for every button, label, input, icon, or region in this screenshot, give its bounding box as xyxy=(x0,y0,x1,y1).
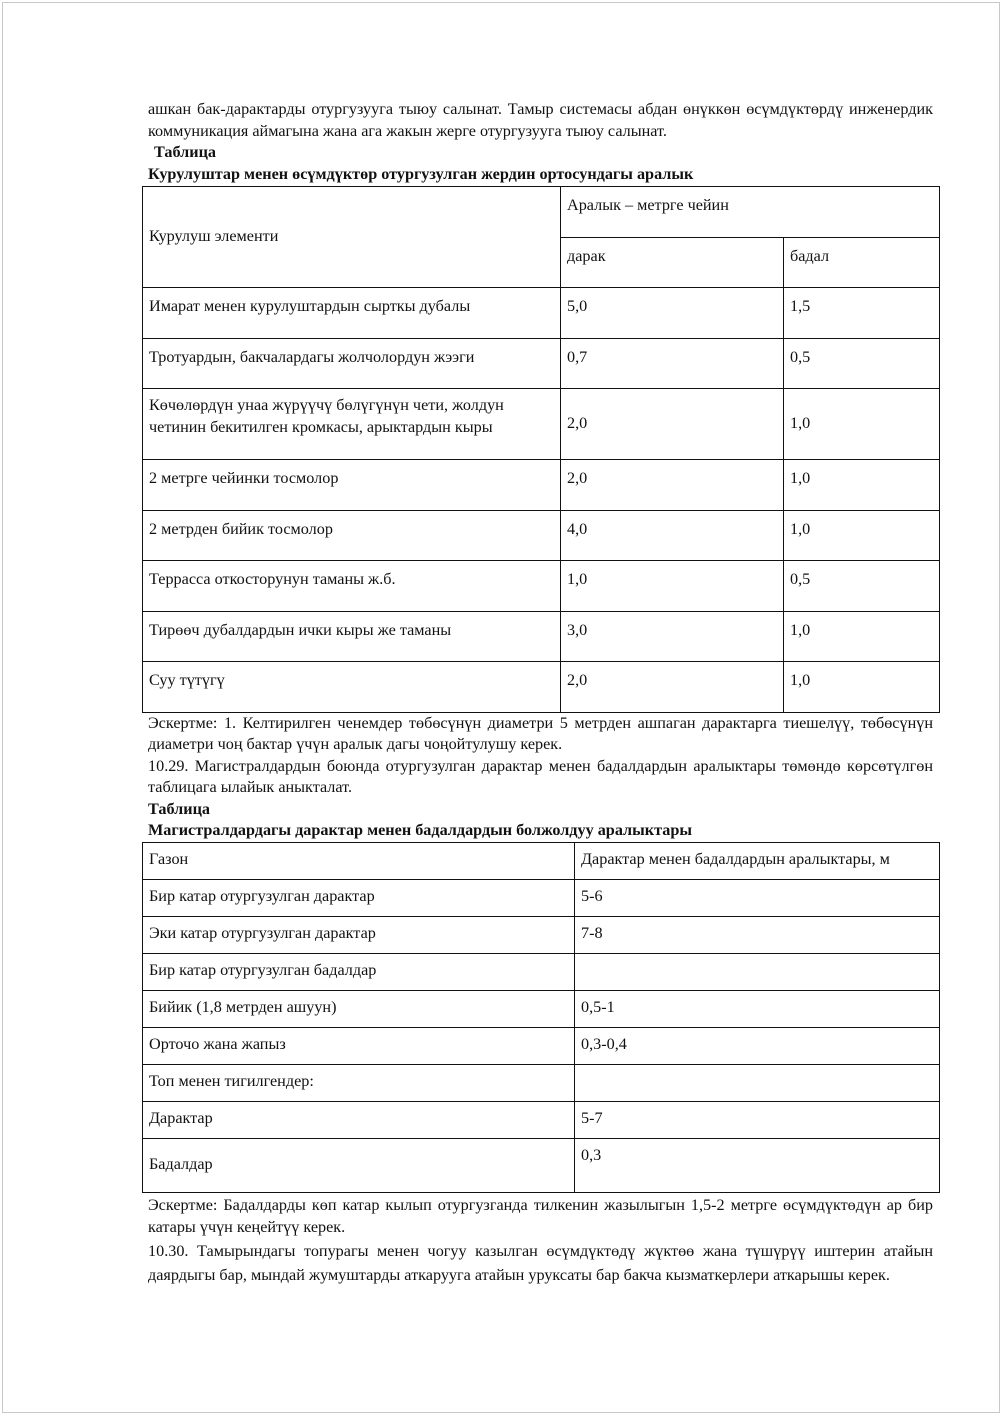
row-element: Имарат менен курулуштардын сырткы дубалы xyxy=(143,288,561,339)
paragraph-10-30: 10.30. Тамырындагы топурагы менен чогуу казылган өсүмдүктөдү жүктөө жана түшүрүү иштерин атайын даярдыгы бар, мындай жумуштарды аткарууга атайын уруксаты бар бакча кызматкерлери аткарышы керек. xyxy=(148,1241,933,1284)
row-tree: 0,7 xyxy=(561,338,784,389)
header-shrub: бадал xyxy=(784,237,940,288)
table-row xyxy=(143,916,940,953)
table2-title: Магистралдардагы дарактар менен бадалдардын болжолдуу аралыктары xyxy=(148,821,692,839)
row-element: 2 метрден бийик тосмолор xyxy=(143,510,561,561)
row-lawn: Бир катар отургузулган бадалдар xyxy=(143,953,575,990)
table2-label: Таблица xyxy=(148,799,211,818)
row-tree: 5,0 xyxy=(561,288,784,339)
table-row xyxy=(143,662,940,713)
document-content xyxy=(148,99,933,1288)
document-page xyxy=(2,2,1000,1413)
table-row xyxy=(143,1064,940,1101)
header-building-element: Курулуш элементи xyxy=(143,187,561,288)
row-shrub: 1,0 xyxy=(784,510,940,561)
row-shrub: 1,0 xyxy=(784,611,940,662)
table-row xyxy=(143,1101,940,1138)
row-shrub: 1,5 xyxy=(784,288,940,339)
row-lawn: Топ менен тигилгендер: xyxy=(143,1064,575,1101)
paragraph-10-29: 10.29. Магистралдардын боюнда отургузулган дарактар менен бадалдардын аралыктары төмөндө көрсөтүлгөн таблицага ылайык аныкталат. xyxy=(148,756,933,796)
row-distance: 7-8 xyxy=(575,916,940,953)
row-distance: 5-6 xyxy=(575,879,940,916)
table-building-distances xyxy=(142,186,940,713)
table-row xyxy=(143,953,940,990)
row-lawn: Орточо жана жапыз xyxy=(143,1027,575,1064)
table-row xyxy=(143,879,940,916)
table-row xyxy=(143,510,940,561)
table2-note: Эскертме: Бадалдарды көп катар кылып отургузганда тилкенин жазылыгын 1,5-2 метрге өсүмдүктөдүн ар бир катары үчүн кеңейтүү керек. xyxy=(148,1195,933,1236)
row-shrub: 0,5 xyxy=(784,561,940,612)
row-lawn: Дарактар xyxy=(143,1101,575,1138)
row-distance: 0,3 xyxy=(575,1138,940,1192)
row-element: Тирөөч дубалдардын ички кыры же таманы xyxy=(143,611,561,662)
row-tree: 2,0 xyxy=(561,389,784,460)
row-element: Суу түтүгү xyxy=(143,662,561,713)
row-distance xyxy=(575,1064,940,1101)
row-element: 2 метрге чейинки тосмолор xyxy=(143,460,561,511)
row-distance xyxy=(575,953,940,990)
table1-label: Таблица xyxy=(154,143,217,161)
row-shrub: 1,0 xyxy=(784,389,940,460)
header-spacing: Дарактар менен бадалдардын аралыктары, м xyxy=(575,842,940,879)
row-lawn: Эки катар отургузулган дарактар xyxy=(143,916,575,953)
table-row xyxy=(143,1027,940,1064)
row-distance: 0,5-1 xyxy=(575,990,940,1027)
table-row xyxy=(143,611,940,662)
header-distance: Аралык – метрге чейин xyxy=(561,187,940,238)
row-tree: 2,0 xyxy=(561,662,784,713)
row-shrub: 1,0 xyxy=(784,662,940,713)
table1-note: Эскертме: 1. Келтирилген ченемдер төбөсүнүн диаметри 5 метрден ашпаган дарактарга тиешелүү, төбөсүнүн диаметри чоң бактар үчүн аралык дагы чоңойтулушу керек. xyxy=(148,713,933,753)
table-row xyxy=(143,990,940,1027)
row-tree: 2,0 xyxy=(561,460,784,511)
row-lawn: Бир катар отургузулган дарактар xyxy=(143,879,575,916)
table-highway-spacing xyxy=(142,842,940,1193)
row-element: Көчөлөрдүн унаа жүрүүчү бөлүгүнүн чети, жолдун четинин бекитилген кромкасы, арыктардын кыры xyxy=(143,389,561,460)
row-distance: 0,3-0,4 xyxy=(575,1027,940,1064)
intro-paragraph: ашкан бак-дарактарды отургузууга тыюу салынат. Тамыр системасы абдан өнүккөн өсүмдүктөрдү инженердик коммуникация аймагына жана ага жакын жерге отургузууга тыюу салынат. xyxy=(148,100,933,140)
table-row xyxy=(143,1138,940,1192)
row-shrub: 0,5 xyxy=(784,338,940,389)
table-row xyxy=(143,288,940,339)
table-row xyxy=(143,561,940,612)
table-row xyxy=(143,389,940,460)
row-element: Терраcса откосторунун таманы ж.б. xyxy=(143,561,561,612)
row-shrub: 1,0 xyxy=(784,460,940,511)
table1-title: Курулуштар менен өсүмдүктөр отургузулган жердин ортосундагы аралык xyxy=(148,164,694,183)
row-lawn: Бийик (1,8 метрден ашуун) xyxy=(143,990,575,1027)
table-row xyxy=(143,338,940,389)
row-lawn: Бадалдар xyxy=(143,1138,575,1192)
row-element: Тротуардын, бакчалардагы жолчолордун жээги xyxy=(143,338,561,389)
header-tree: дарак xyxy=(561,237,784,288)
row-tree: 4,0 xyxy=(561,510,784,561)
header-lawn: Газон xyxy=(143,842,575,879)
row-tree: 3,0 xyxy=(561,611,784,662)
row-tree: 1,0 xyxy=(561,561,784,612)
table-row xyxy=(143,460,940,511)
row-distance: 5-7 xyxy=(575,1101,940,1138)
